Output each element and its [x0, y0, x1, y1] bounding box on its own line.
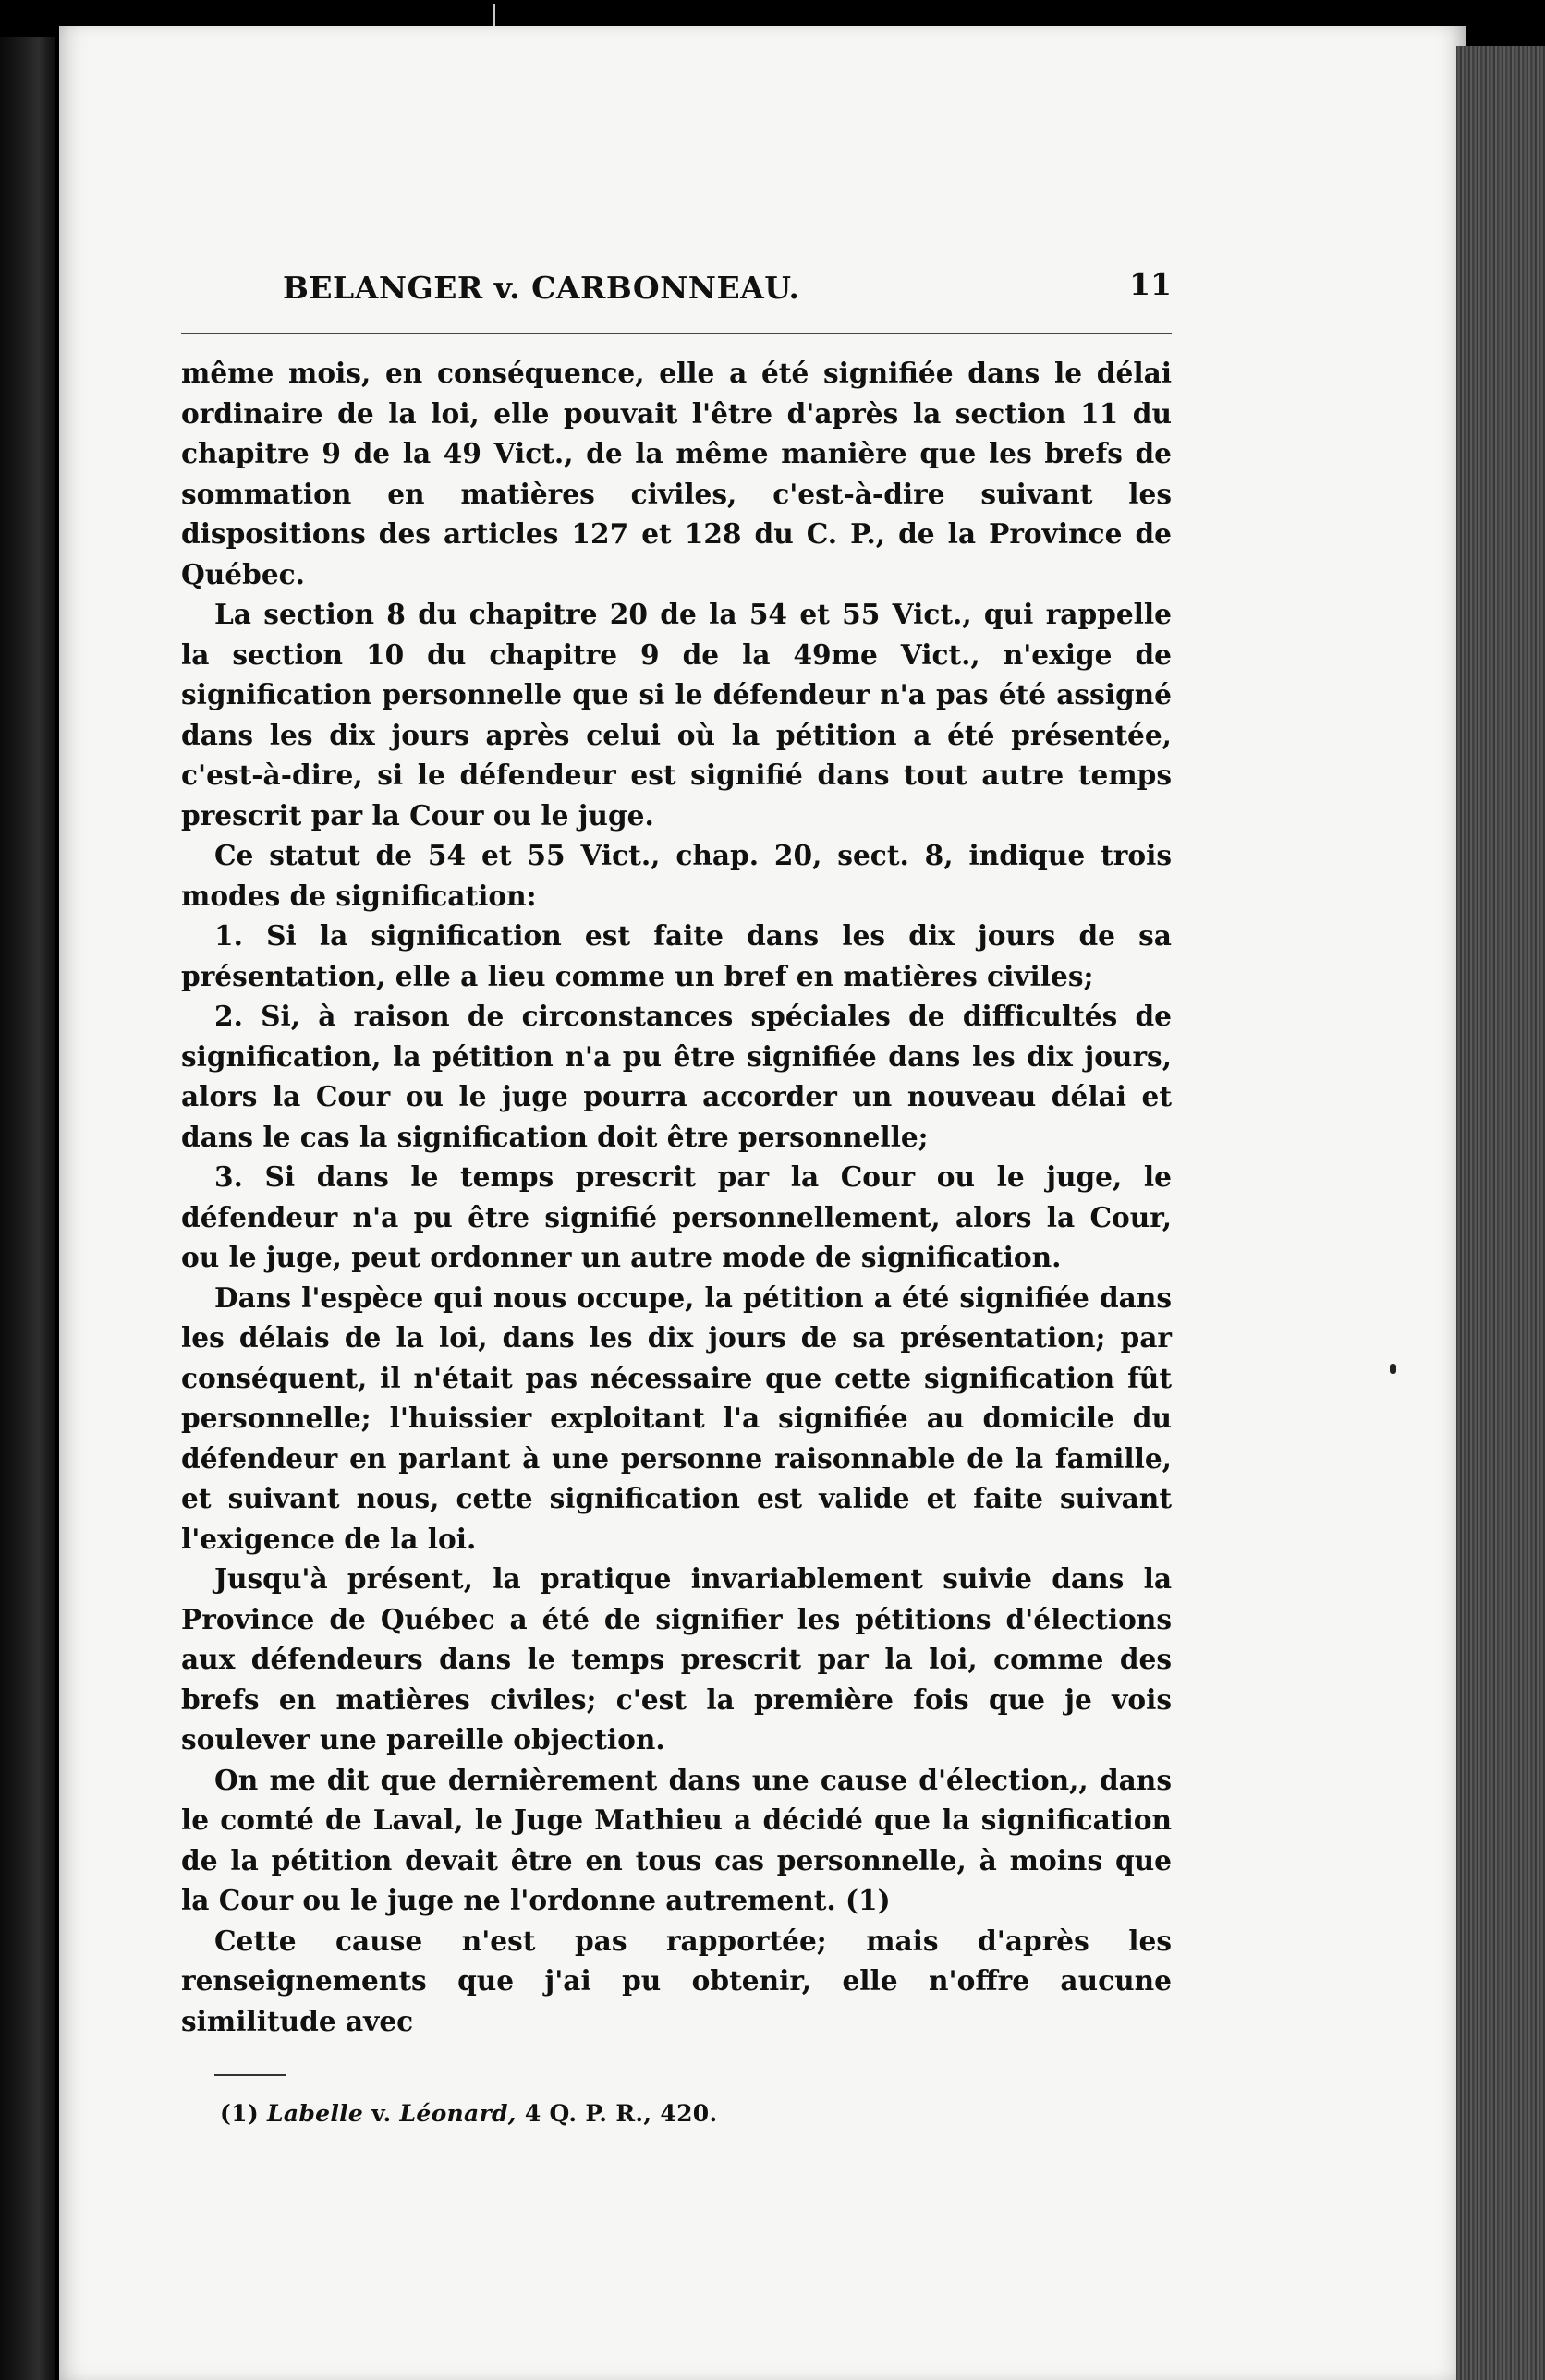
page-stack-edge — [1456, 46, 1545, 2380]
list-item: 2. Si, à raison de circonstances spéciales de difficultés de signification, la pétition n'a pu être signifiée dans les dix jours, alors la Cour ou le juge pourra accorder un nouveau délai et dans le cas la signification doit être personnelle; — [181, 1000, 1172, 1153]
book-binding-edge — [0, 37, 55, 2380]
page-text-block — [181, 249, 1172, 2127]
footnote-citation: 4 Q. P. R., 420. — [524, 2100, 718, 2127]
page-number: 11 — [1129, 266, 1172, 302]
paragraph: Ce statut de 54 et 55 Vict., chap. 20, sect. 8, indique trois modes de signification: — [181, 839, 1172, 912]
paragraph: même mois, en conséquence, elle a été signifiée dans le délai ordinaire de la loi, elle pouvait l'être d'après la section 11 du chapitre 9 de la 49 Vict., de la même manière que les brefs de sommation en matières civiles, c'est-à-dire suivant les dispositions des articles 127 et 128 du C. P., de la Province de Québec. — [181, 357, 1172, 590]
footnote-party-a: Labelle — [266, 2100, 364, 2127]
paragraph: Cette cause n'est pas rapportée; mais d'après les renseignements que j'ai pu obtenir, elle n'offre aucune similitude avec — [181, 1924, 1172, 2037]
header-title: BELANGER v. CARBONNEAU. — [283, 270, 800, 306]
footnote-marker: (1) — [220, 2100, 259, 2127]
paragraph: On me dit que dernièrement dans une cause d'élection,, dans le comté de Laval, le Juge Mathieu a décidé que la signification de la pétition devait être en tous cas personnelle, à moins que la Cour ou le juge ne l'ordonne autrement. (1) — [181, 1763, 1172, 1916]
body-text — [181, 353, 1172, 2041]
footnote-rule — [214, 2074, 286, 2076]
footnote-party-b: Léonard, — [399, 2100, 517, 2127]
list-item: 3. Si dans le temps prescrit par la Cour ou le juge, le défendeur n'a pu être signifié personnellement, alors la Cour, ou le juge, peut ordonner un autre mode de signification. — [181, 1160, 1172, 1273]
paragraph: Jusqu'à présent, la pratique invariablement suivie dans la Province de Québec a été de signifier les pétitions d'élections aux défendeurs dans le temps prescrit par la loi, comme des brefs en matières civiles; c'est la première fois que je vois soulever une pareille objection. — [181, 1562, 1172, 1755]
footnote-versus: v. — [371, 2100, 392, 2127]
list-item: 1. Si la signification est faite dans les dix jours de sa présentation, elle a lieu comme un bref en matières civiles; — [181, 919, 1172, 992]
footnote — [220, 2100, 1172, 2127]
margin-ink-dot — [1390, 1364, 1396, 1374]
paragraph: Dans l'espèce qui nous occupe, la pétition a été signifiée dans les délais de la loi, dans les dix jours de sa présentation; par conséquent, il n'était pas nécessaire que cette signification fût personnelle; l'huissier exploitant l'a signifiée au domicile du défendeur en parlant à une personne raisonnable de la famille, et suivant nous, cette signification est valide et faite suivant l'exigence de la loi. — [181, 1281, 1172, 1555]
running-header — [181, 249, 1172, 320]
paragraph: La section 8 du chapitre 20 de la 54 et 55 Vict., qui rappelle la section 10 du chapitre 9 de la 49me Vict., n'exige de signification personnelle que si le défendeur n'a pas été assigné dans les dix jours après celui où la pétition a été présentée, c'est-à-dire, si le défendeur est signifié dans tout autre temps prescrit par la Cour ou le juge. — [181, 598, 1172, 832]
header-rule — [181, 333, 1172, 334]
